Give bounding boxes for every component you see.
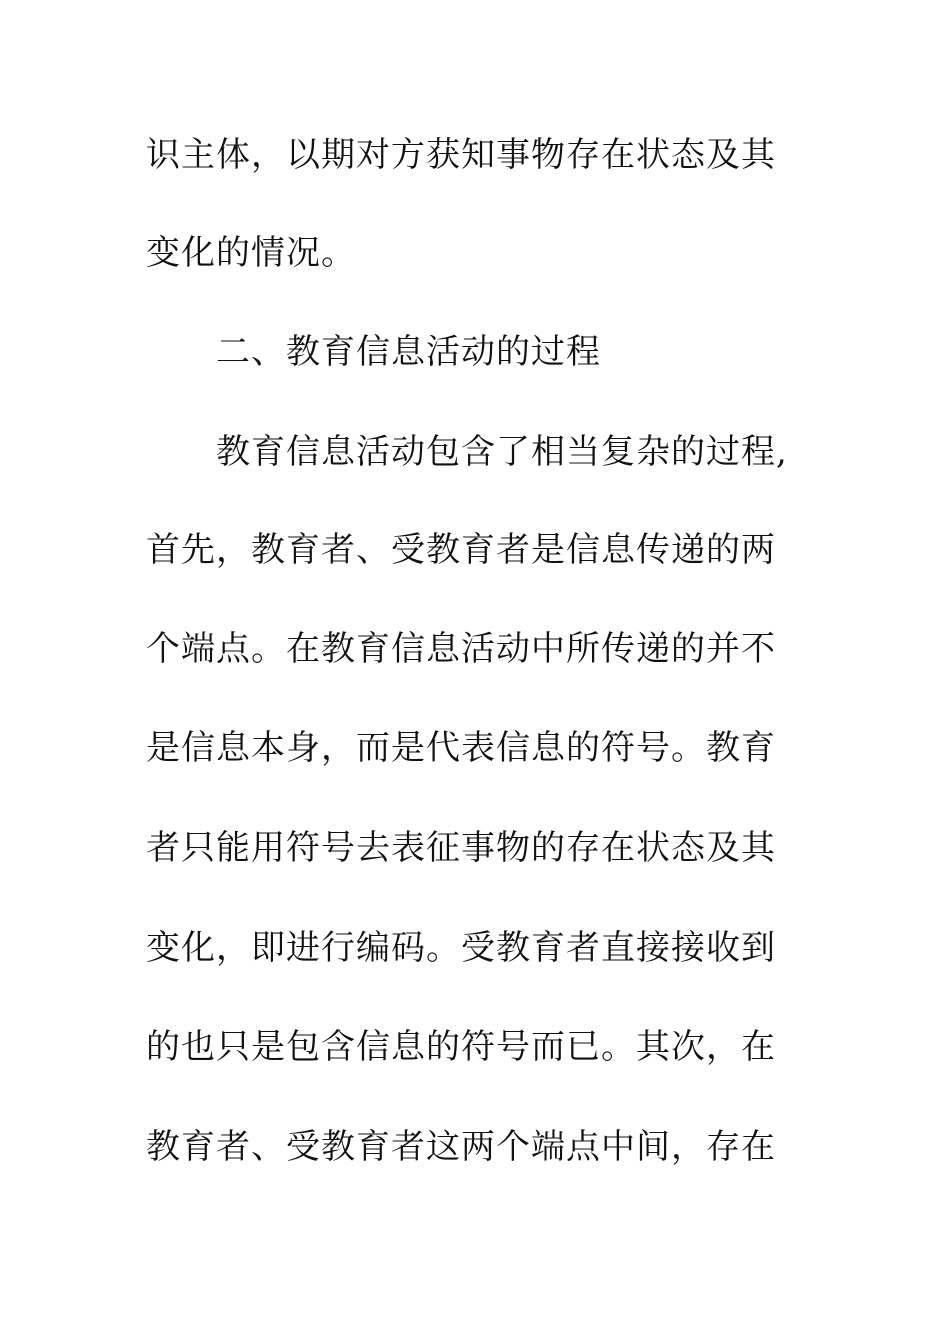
text-line: 教育者、受教育者这两个端点中间，存在 [146,1127,776,1167]
text-line: 首先，教育者、受教育者是信息传递的两 [146,530,776,570]
text-line: 变化的情况。 [146,233,356,273]
paragraph-first-line: 教育信息活动包含了相当复杂的过程, [216,432,788,472]
text-line: 者只能用符号去表征事物的存在状态及其 [146,828,776,868]
text-line: 个端点。在教育信息活动中所传递的并不 [146,629,776,669]
text-line: 识主体，以期对方获知事物存在状态及其 [146,135,776,175]
text-line: 是信息本身，而是代表信息的符号。教育 [146,728,776,768]
text-line: 的也只是包含信息的符号而已。其次，在 [146,1027,776,1067]
text-line: 变化，即进行编码。受教育者直接接收到 [146,928,776,968]
section-heading: 二、教育信息活动的过程 [216,332,601,372]
